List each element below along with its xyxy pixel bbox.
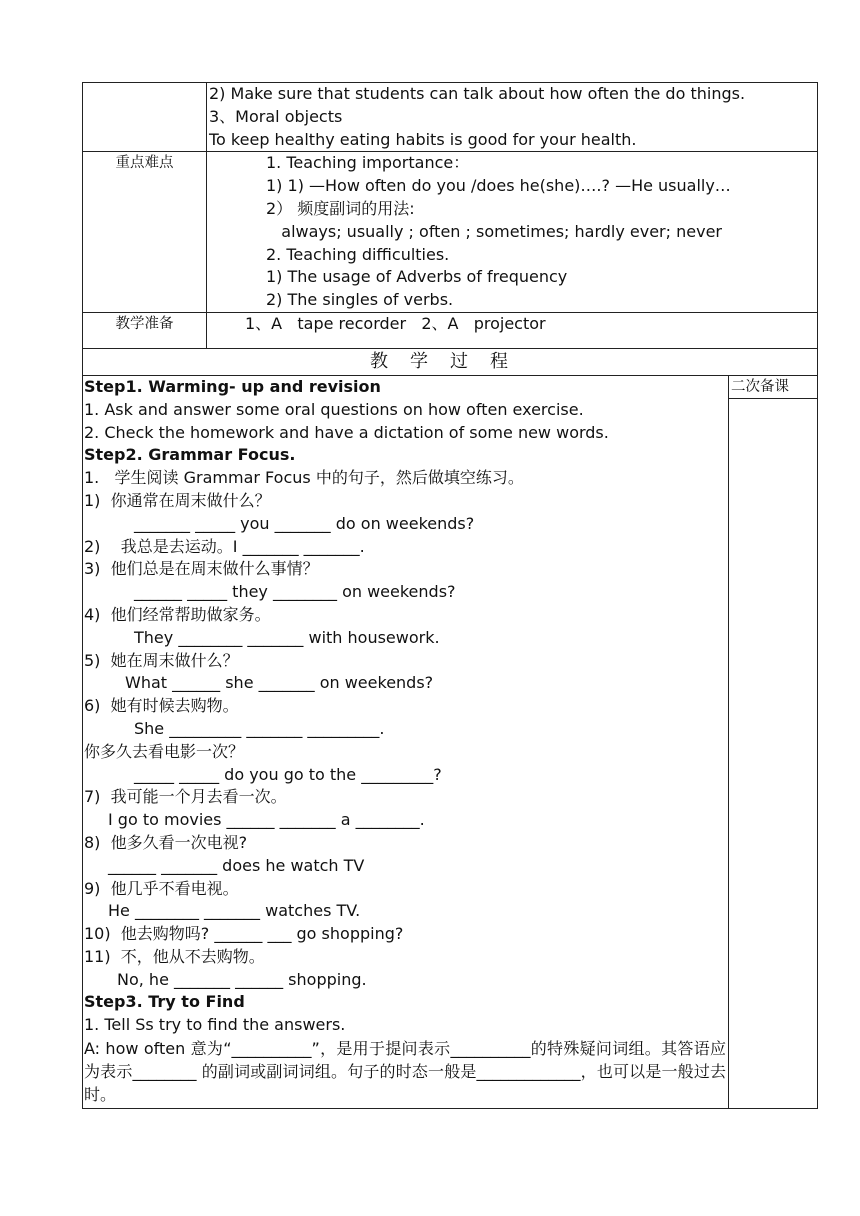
process-line: 1. Tell Ss try to find the answers. (84, 1015, 346, 1035)
process-line: I go to movies ______ _______ a ________. (108, 810, 425, 830)
step-heading: Step2. Grammar Focus. (84, 445, 296, 465)
process-title: 教学过程 (83, 348, 818, 375)
key-point-line: 1) The usage of Adverbs of frequency (266, 267, 568, 287)
process-line: _______ _____ you _______ do on weekends? (134, 513, 475, 533)
process-line: 6) 她有时候去购物。 (84, 696, 239, 716)
key-point-line: 2. Teaching difficulties. (266, 244, 450, 264)
key-point-line: 1) 1) —How often do you /does he(she)….? —He usually… (266, 176, 731, 196)
step-heading: Step1. Warming- up and revision (84, 376, 381, 396)
key-points-label: 重点难点 (83, 152, 207, 313)
process-line: 9) 他几乎不看电视。 (84, 878, 239, 898)
objectives-content (207, 83, 818, 152)
process-line: 10) 他去购物吗? ______ ___ go shopping? (84, 924, 404, 944)
process-line: 8) 他多久看一次电视? (84, 832, 248, 852)
key-point-line: always; usually ; often ; sometimes; hardly ever; never (266, 221, 722, 241)
process-row (83, 375, 818, 1108)
process-line: They ________ _______ with housework. (134, 627, 440, 647)
preparation-content (207, 312, 818, 348)
process-content (83, 375, 729, 1108)
process-line: ______ _____ they ________ on weekends? (134, 582, 456, 602)
process-title-row (83, 348, 818, 375)
process-line: _____ _____ do you go to the _________? (134, 764, 442, 784)
process-line: 2. Check the homework and have a dictation of some new words. (84, 422, 609, 442)
process-line: 1. 学生阅读 Grammar Focus 中的句子，然后做填空练习。 (84, 468, 524, 488)
process-line: 4) 他们经常帮助做家务。 (84, 604, 271, 624)
preparation-text: 1、A tape recorder 2、A projector (245, 313, 546, 333)
preparation-label: 教学准备 (83, 312, 207, 348)
process-line: 11) 不，他从不去购物。 (84, 946, 265, 966)
lesson-plan-document (82, 82, 817, 1109)
process-line: What ______ she _______ on weekends? (125, 673, 434, 693)
process-line: 7) 我可能一个月去看一次。 (84, 787, 287, 807)
process-line: 3) 他们总是在周末做什么事情？ (84, 559, 319, 579)
key-points-row (83, 152, 818, 313)
process-lines (84, 376, 726, 1037)
closing-paragraph: A: how often 意为“__________”，是用于提问表示__________的特殊疑问词组。其答语应为表示________ 的副词或副词词组。句子的时态一般是_____________，也可以是一般过去时。 (84, 1039, 726, 1105)
objective-line: 2) Make sure that students can talk about how often the do things. (209, 84, 746, 103)
key-point-line: 2) The singles of verbs. (266, 290, 454, 310)
key-points-content (207, 152, 818, 313)
objective-line: To keep healthy eating habits is good for your health. (209, 129, 637, 149)
process-line: ______ _______ does he watch TV (108, 855, 365, 875)
process-line: 5) 她在周末做什么？ (84, 650, 239, 670)
key-point-line: 2） 频度副词的用法: (266, 198, 415, 218)
objectives-row (83, 83, 818, 152)
process-line: No, he _______ ______ shopping. (117, 969, 367, 989)
process-line: He ________ _______ watches TV. (108, 901, 361, 921)
preparation-row (83, 312, 818, 348)
process-line: 你多久去看电影一次？ (84, 741, 245, 761)
key-point-line: 1. Teaching importance： (266, 153, 470, 173)
process-line: 2) 我总是去运动。I _______ _______. (84, 536, 365, 556)
objectives-label-cell (83, 83, 207, 152)
step-heading: Step3. Try to Find (84, 992, 245, 1012)
lesson-plan-table (82, 82, 818, 1109)
side-column (729, 375, 818, 1108)
moral-objects-heading: 3、Moral objects (209, 106, 343, 126)
process-line: 1) 你通常在周末做什么？ (84, 490, 271, 510)
side-column-label: 二次备课 (729, 376, 817, 399)
process-line: 1. Ask and answer some oral questions on how often exercise. (84, 399, 584, 419)
process-line: She _________ _______ _________. (134, 718, 385, 738)
